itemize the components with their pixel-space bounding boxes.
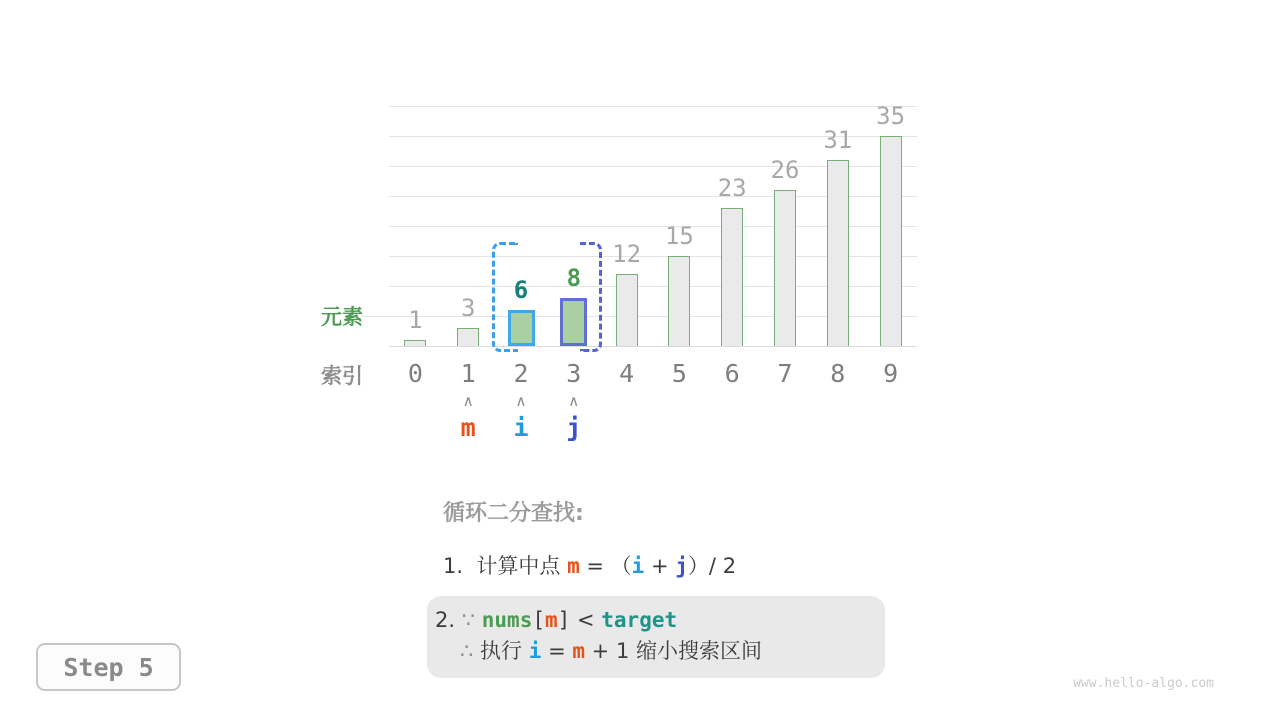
index-label: 1 — [460, 359, 476, 388]
gridline — [389, 106, 917, 107]
bar-value-label: 31 — [823, 126, 853, 154]
index-label: 3 — [566, 359, 582, 388]
index-label: 2 — [513, 359, 529, 388]
index-label: 4 — [619, 359, 635, 388]
array-bar — [827, 160, 849, 346]
array-bar — [616, 274, 638, 346]
pointer-arrow-icon: ∧ — [568, 392, 580, 410]
array-bar — [668, 256, 690, 346]
array-bar — [404, 340, 426, 346]
array-bar — [880, 136, 902, 346]
pointer-arrow-icon: ∧ — [515, 392, 527, 410]
pointer-label-i: i — [513, 413, 529, 442]
text-segment: + 1 — [585, 639, 636, 663]
text-segment: j — [675, 554, 688, 578]
explanation-note-box — [427, 596, 885, 678]
explanation-title: 循环二分查找: — [443, 501, 584, 526]
array-bar — [457, 328, 479, 346]
text-segment: = — [579, 554, 611, 578]
x-axis-label-index: 索引 — [321, 364, 363, 388]
text-segment: < — [570, 608, 602, 632]
watermark-url: www.hello-algo.com — [1073, 676, 1214, 691]
explanation-line-2 — [435, 605, 885, 636]
index-label: 0 — [407, 359, 423, 388]
text-segment: i — [528, 639, 542, 663]
array-bar — [721, 208, 743, 346]
index-label: 6 — [724, 359, 740, 388]
array-bar — [774, 190, 796, 346]
text-segment: ∴ — [460, 639, 481, 663]
bar-value-label: 3 — [460, 294, 476, 322]
text-segment: ∵ — [461, 608, 482, 632]
text-segment: + — [644, 554, 676, 578]
text-segment: m — [545, 608, 558, 632]
bar-value-label: 8 — [566, 264, 582, 292]
text-segment: 1. 计算中点 — [443, 554, 568, 578]
text-segment: 执行 — [480, 639, 529, 663]
pointer-label-m: m — [460, 413, 476, 442]
bar-value-label: 23 — [717, 174, 747, 202]
text-segment: 缩小搜索区间 — [635, 639, 762, 663]
index-label: 9 — [883, 359, 899, 388]
bar-value-label: 6 — [513, 276, 529, 304]
text-segment: = — [541, 639, 573, 663]
bar-value-label: 12 — [612, 240, 642, 268]
text-segment: ）/ 2 — [687, 554, 737, 578]
text-segment: [ — [532, 608, 545, 632]
text-segment: m — [572, 639, 585, 663]
axis-baseline — [389, 346, 917, 347]
text-segment: i — [631, 554, 645, 578]
step-badge: Step 5 — [36, 643, 181, 691]
text-segment: （ — [610, 554, 632, 578]
index-label: 7 — [777, 359, 793, 388]
bar-value-label: 35 — [876, 102, 906, 130]
index-label: 5 — [671, 359, 687, 388]
pointer-arrow-icon: ∧ — [462, 392, 474, 410]
bar-value-label: 1 — [408, 306, 423, 334]
text-segment: ] — [557, 608, 571, 632]
explanation-line-3 — [460, 636, 885, 667]
bar-value-label: 26 — [770, 156, 800, 184]
text-segment: nums — [481, 608, 533, 632]
y-axis-label-element: 元素 — [321, 305, 363, 329]
explanation-line-1 — [443, 550, 736, 580]
bar-value-label: 15 — [664, 222, 694, 250]
selection-bracket-left — [492, 242, 518, 352]
pointer-label-j: j — [566, 413, 582, 442]
index-label: 8 — [830, 359, 846, 388]
selection-bracket-right — [580, 242, 602, 352]
text-segment: 2. — [435, 608, 462, 632]
text-segment: m — [567, 554, 580, 578]
text-segment: target — [601, 608, 678, 632]
